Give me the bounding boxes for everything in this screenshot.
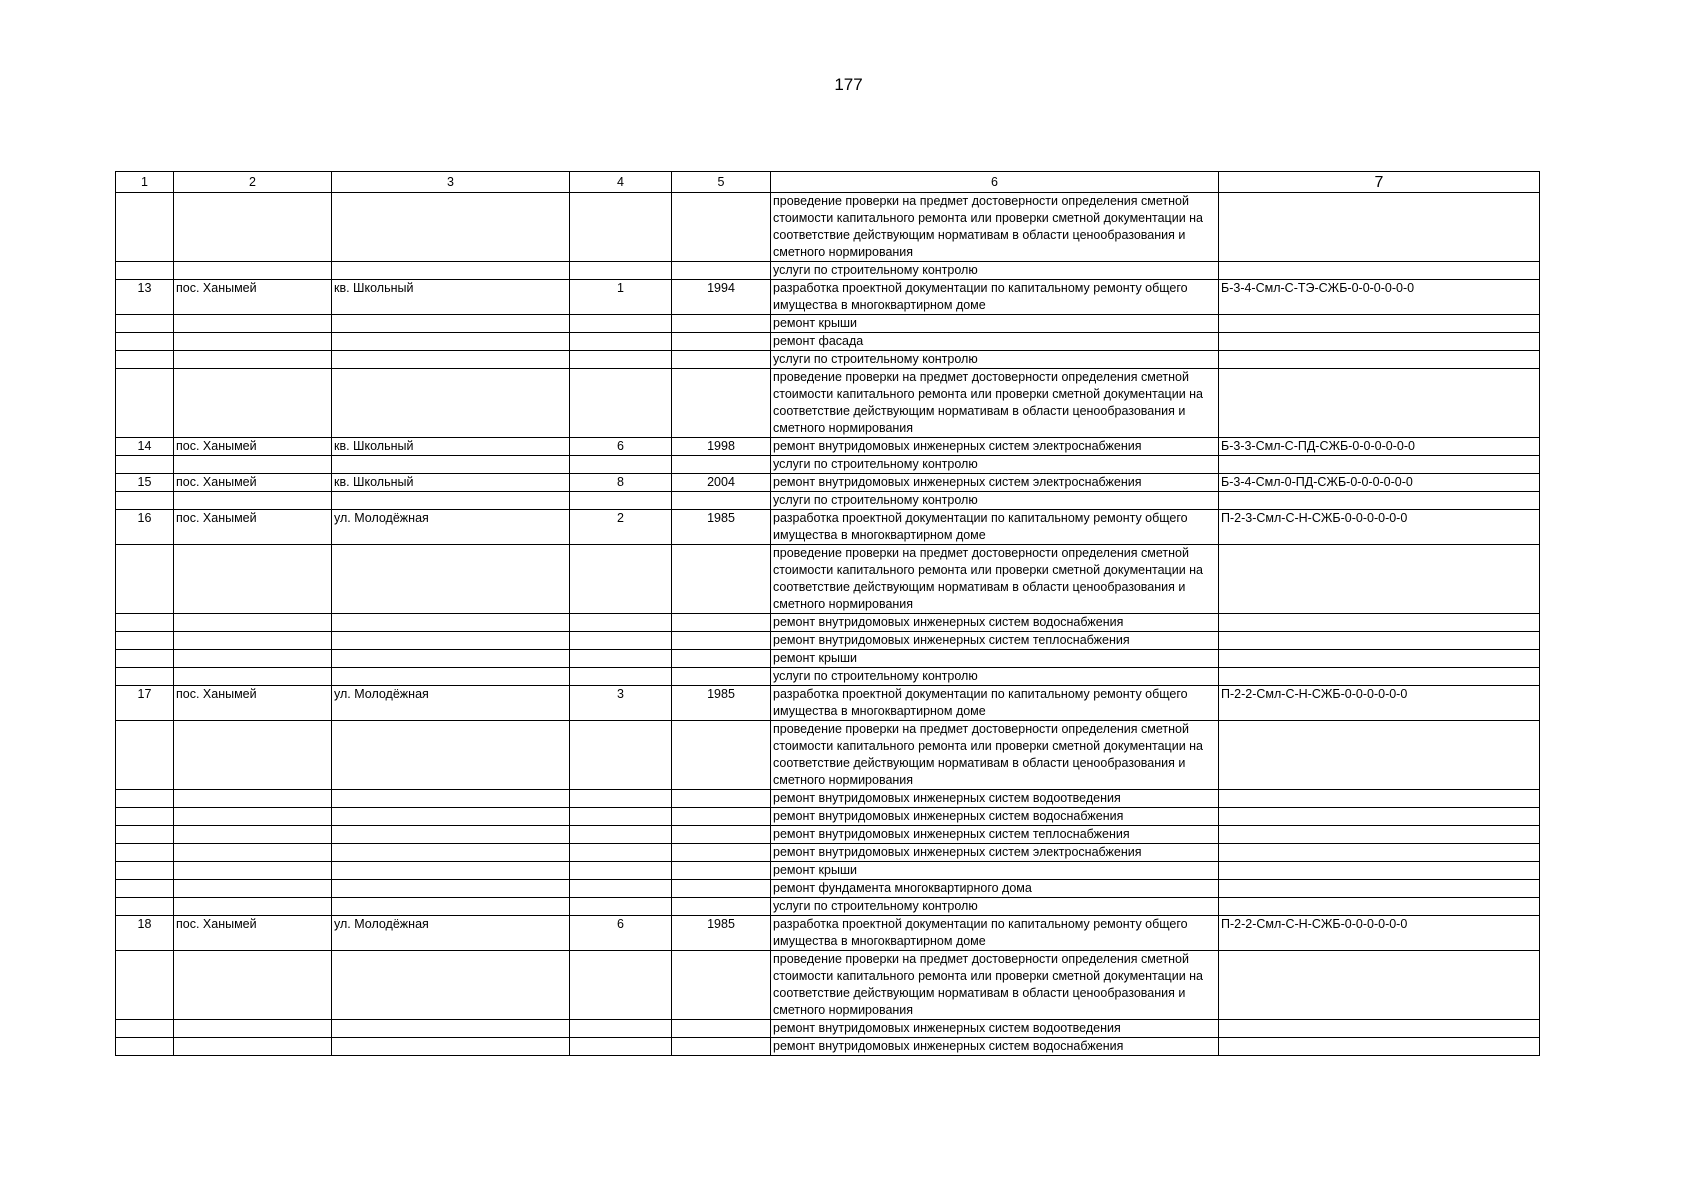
house-number-cell	[570, 614, 672, 632]
year-cell: 2004	[672, 474, 771, 492]
settlement-cell	[174, 808, 332, 826]
settlement-cell	[174, 844, 332, 862]
year-cell	[672, 650, 771, 668]
house-number-cell: 3	[570, 686, 672, 721]
year-cell	[672, 826, 771, 844]
street-cell	[332, 790, 570, 808]
settlement-cell	[174, 614, 332, 632]
table-body	[116, 193, 1540, 1056]
settlement-cell	[174, 632, 332, 650]
settlement-cell	[174, 1038, 332, 1056]
table-row	[116, 333, 1540, 351]
work-type-cell: проведение проверки на предмет достоверности определения сметной стоимости капитального ремонта или проверки сметной документации на соответствие действующим нормативам в области ценообразования и сметного нормирования	[771, 369, 1219, 438]
work-type-cell: ремонт крыши	[771, 650, 1219, 668]
table-row	[116, 474, 1540, 492]
year-cell	[672, 351, 771, 369]
table-row	[116, 369, 1540, 438]
settlement-cell	[174, 650, 332, 668]
table-row	[116, 862, 1540, 880]
house-code-cell	[1219, 262, 1540, 280]
row-number-cell	[116, 456, 174, 474]
street-cell	[332, 492, 570, 510]
row-number-cell	[116, 492, 174, 510]
row-number-cell	[116, 614, 174, 632]
settlement-cell	[174, 898, 332, 916]
row-number-cell	[116, 1020, 174, 1038]
work-type-cell: услуги по строительному контролю	[771, 262, 1219, 280]
settlement-cell	[174, 668, 332, 686]
street-cell	[332, 262, 570, 280]
row-number-cell	[116, 721, 174, 790]
settlement-cell	[174, 880, 332, 898]
year-cell: 1998	[672, 438, 771, 456]
work-type-cell: услуги по строительному контролю	[771, 668, 1219, 686]
house-code-cell	[1219, 492, 1540, 510]
house-code-cell	[1219, 456, 1540, 474]
settlement-cell: пос. Ханымей	[174, 280, 332, 315]
house-code-cell: Б-3-3-Смл-С-ПД-СЖБ-0-0-0-0-0-0	[1219, 438, 1540, 456]
street-cell	[332, 545, 570, 614]
house-number-cell	[570, 315, 672, 333]
row-number-cell: 18	[116, 916, 174, 951]
row-number-cell	[116, 880, 174, 898]
table-row	[116, 721, 1540, 790]
table-row	[116, 351, 1540, 369]
table-row	[116, 193, 1540, 262]
work-type-cell: разработка проектной документации по капитальному ремонту общего имущества в многоквартирном доме	[771, 686, 1219, 721]
row-number-cell	[116, 790, 174, 808]
street-cell	[332, 351, 570, 369]
column-header-4: 4	[570, 172, 672, 193]
settlement-cell	[174, 721, 332, 790]
table-row	[116, 545, 1540, 614]
work-type-cell: ремонт фасада	[771, 333, 1219, 351]
house-code-cell	[1219, 650, 1540, 668]
house-number-cell	[570, 333, 672, 351]
house-number-cell	[570, 193, 672, 262]
row-number-cell: 17	[116, 686, 174, 721]
street-cell	[332, 369, 570, 438]
row-number-cell	[116, 650, 174, 668]
street-cell	[332, 632, 570, 650]
house-code-cell	[1219, 614, 1540, 632]
work-type-cell: проведение проверки на предмет достоверности определения сметной стоимости капитального ремонта или проверки сметной документации на соответствие действующим нормативам в области ценообразования и сметного нормирования	[771, 545, 1219, 614]
year-cell	[672, 721, 771, 790]
house-number-cell: 6	[570, 916, 672, 951]
settlement-cell: пос. Ханымей	[174, 916, 332, 951]
settlement-cell: пос. Ханымей	[174, 438, 332, 456]
column-header-7: 7	[1219, 172, 1540, 193]
row-number-cell	[116, 545, 174, 614]
house-code-cell	[1219, 790, 1540, 808]
capital-repair-table	[115, 171, 1540, 1056]
year-cell	[672, 315, 771, 333]
house-number-cell: 2	[570, 510, 672, 545]
street-cell	[332, 1038, 570, 1056]
table-row	[116, 1038, 1540, 1056]
row-number-cell	[116, 1038, 174, 1056]
column-header-6: 6	[771, 172, 1219, 193]
work-type-cell: ремонт внутридомовых инженерных систем электроснабжения	[771, 474, 1219, 492]
house-number-cell: 1	[570, 280, 672, 315]
street-cell	[332, 808, 570, 826]
work-type-cell: ремонт внутридомовых инженерных систем водоотведения	[771, 1020, 1219, 1038]
street-cell	[332, 898, 570, 916]
row-number-cell	[116, 351, 174, 369]
work-type-cell: ремонт крыши	[771, 862, 1219, 880]
house-number-cell	[570, 369, 672, 438]
column-header-5: 5	[672, 172, 771, 193]
street-cell	[332, 193, 570, 262]
table-row	[116, 686, 1540, 721]
row-number-cell	[116, 632, 174, 650]
house-number-cell	[570, 1020, 672, 1038]
year-cell	[672, 1038, 771, 1056]
table-row	[116, 492, 1540, 510]
year-cell	[672, 790, 771, 808]
settlement-cell: пос. Ханымей	[174, 510, 332, 545]
work-type-cell: ремонт фундамента многоквартирного дома	[771, 880, 1219, 898]
house-code-cell: Б-3-4-Смл-С-ТЭ-СЖБ-0-0-0-0-0-0	[1219, 280, 1540, 315]
house-number-cell: 6	[570, 438, 672, 456]
row-number-cell: 15	[116, 474, 174, 492]
street-cell	[332, 315, 570, 333]
settlement-cell	[174, 1020, 332, 1038]
table-row	[116, 916, 1540, 951]
table-row	[116, 650, 1540, 668]
work-type-cell: разработка проектной документации по капитальному ремонту общего имущества в многоквартирном доме	[771, 916, 1219, 951]
row-number-cell	[116, 808, 174, 826]
row-number-cell	[116, 333, 174, 351]
house-number-cell	[570, 721, 672, 790]
house-code-cell	[1219, 369, 1540, 438]
settlement-cell	[174, 951, 332, 1020]
table-row	[116, 614, 1540, 632]
house-code-cell	[1219, 1038, 1540, 1056]
row-number-cell	[116, 369, 174, 438]
street-cell: ул. Молодёжная	[332, 916, 570, 951]
table-row	[116, 951, 1540, 1020]
street-cell	[332, 880, 570, 898]
row-number-cell	[116, 862, 174, 880]
row-number-cell: 14	[116, 438, 174, 456]
year-cell: 1994	[672, 280, 771, 315]
house-number-cell	[570, 880, 672, 898]
house-code-cell	[1219, 668, 1540, 686]
column-header-3: 3	[332, 172, 570, 193]
year-cell	[672, 1020, 771, 1038]
work-type-cell: проведение проверки на предмет достоверности определения сметной стоимости капитального ремонта или проверки сметной документации на соответствие действующим нормативам в области ценообразования и сметного нормирования	[771, 951, 1219, 1020]
house-code-cell	[1219, 545, 1540, 614]
row-number-cell	[116, 826, 174, 844]
work-type-cell: услуги по строительному контролю	[771, 456, 1219, 474]
row-number-cell	[116, 951, 174, 1020]
year-cell	[672, 862, 771, 880]
table-row	[116, 808, 1540, 826]
house-code-cell	[1219, 898, 1540, 916]
page-number: 177	[834, 75, 863, 94]
house-code-cell: П-2-2-Смл-С-Н-СЖБ-0-0-0-0-0-0	[1219, 916, 1540, 951]
house-code-cell	[1219, 880, 1540, 898]
house-code-cell	[1219, 193, 1540, 262]
house-number-cell	[570, 650, 672, 668]
house-code-cell: П-2-3-Смл-С-Н-СЖБ-0-0-0-0-0-0	[1219, 510, 1540, 545]
table-row	[116, 438, 1540, 456]
work-type-cell: разработка проектной документации по капитальному ремонту общего имущества в многоквартирном доме	[771, 280, 1219, 315]
house-code-cell: Б-3-4-Смл-0-ПД-СЖБ-0-0-0-0-0-0	[1219, 474, 1540, 492]
settlement-cell	[174, 315, 332, 333]
work-type-cell: услуги по строительному контролю	[771, 898, 1219, 916]
settlement-cell: пос. Ханымей	[174, 686, 332, 721]
house-number-cell: 8	[570, 474, 672, 492]
row-number-cell: 16	[116, 510, 174, 545]
house-number-cell	[570, 545, 672, 614]
street-cell	[332, 456, 570, 474]
house-number-cell	[570, 898, 672, 916]
table-row	[116, 510, 1540, 545]
house-number-cell	[570, 844, 672, 862]
house-number-cell	[570, 351, 672, 369]
street-cell	[332, 668, 570, 686]
column-header-2: 2	[174, 172, 332, 193]
street-cell	[332, 862, 570, 880]
house-number-cell	[570, 668, 672, 686]
settlement-cell	[174, 262, 332, 280]
year-cell	[672, 844, 771, 862]
row-number-cell	[116, 315, 174, 333]
house-number-cell	[570, 456, 672, 474]
house-number-cell	[570, 492, 672, 510]
house-number-cell	[570, 826, 672, 844]
table-row	[116, 280, 1540, 315]
work-type-cell: ремонт внутридомовых инженерных систем водоснабжения	[771, 808, 1219, 826]
house-code-cell	[1219, 632, 1540, 650]
work-type-cell: услуги по строительному контролю	[771, 351, 1219, 369]
table-row	[116, 826, 1540, 844]
settlement-cell	[174, 492, 332, 510]
row-number-cell	[116, 193, 174, 262]
street-cell: кв. Школьный	[332, 280, 570, 315]
work-type-cell: проведение проверки на предмет достоверности определения сметной стоимости капитального ремонта или проверки сметной документации на соответствие действующим нормативам в области ценообразования и сметного нормирования	[771, 721, 1219, 790]
table-row	[116, 262, 1540, 280]
year-cell: 1985	[672, 686, 771, 721]
settlement-cell	[174, 351, 332, 369]
work-type-cell: услуги по строительному контролю	[771, 492, 1219, 510]
street-cell: ул. Молодёжная	[332, 510, 570, 545]
year-cell	[672, 951, 771, 1020]
house-number-cell	[570, 808, 672, 826]
work-type-cell: ремонт внутридомовых инженерных систем водоснабжения	[771, 614, 1219, 632]
work-type-cell: ремонт внутридомовых инженерных систем теплоснабжения	[771, 632, 1219, 650]
row-number-cell	[116, 898, 174, 916]
row-number-cell	[116, 668, 174, 686]
table-row	[116, 456, 1540, 474]
year-cell	[672, 456, 771, 474]
house-code-cell	[1219, 351, 1540, 369]
house-code-cell	[1219, 826, 1540, 844]
work-type-cell: ремонт крыши	[771, 315, 1219, 333]
house-number-cell	[570, 790, 672, 808]
header-row	[116, 172, 1540, 193]
settlement-cell	[174, 790, 332, 808]
work-type-cell: ремонт внутридомовых инженерных систем водоснабжения	[771, 1038, 1219, 1056]
table-row	[116, 315, 1540, 333]
table-row	[116, 844, 1540, 862]
house-code-cell	[1219, 951, 1540, 1020]
house-number-cell	[570, 632, 672, 650]
house-code-cell	[1219, 1020, 1540, 1038]
year-cell: 1985	[672, 510, 771, 545]
table-row	[116, 1020, 1540, 1038]
table-row	[116, 668, 1540, 686]
house-code-cell: П-2-2-Смл-С-Н-СЖБ-0-0-0-0-0-0	[1219, 686, 1540, 721]
street-cell	[332, 951, 570, 1020]
year-cell	[672, 614, 771, 632]
table-row	[116, 880, 1540, 898]
street-cell: кв. Школьный	[332, 474, 570, 492]
settlement-cell	[174, 862, 332, 880]
street-cell	[332, 721, 570, 790]
settlement-cell	[174, 456, 332, 474]
table-row	[116, 790, 1540, 808]
house-code-cell	[1219, 862, 1540, 880]
year-cell	[672, 668, 771, 686]
house-code-cell	[1219, 808, 1540, 826]
settlement-cell	[174, 333, 332, 351]
year-cell	[672, 808, 771, 826]
street-cell	[332, 614, 570, 632]
house-number-cell	[570, 262, 672, 280]
house-number-cell	[570, 862, 672, 880]
year-cell	[672, 262, 771, 280]
settlement-cell: пос. Ханымей	[174, 474, 332, 492]
house-code-cell	[1219, 333, 1540, 351]
house-code-cell	[1219, 315, 1540, 333]
settlement-cell	[174, 193, 332, 262]
house-number-cell	[570, 951, 672, 1020]
street-cell	[332, 650, 570, 668]
house-code-cell	[1219, 844, 1540, 862]
settlement-cell	[174, 826, 332, 844]
work-type-cell: разработка проектной документации по капитальному ремонту общего имущества в многоквартирном доме	[771, 510, 1219, 545]
year-cell	[672, 880, 771, 898]
year-cell	[672, 333, 771, 351]
work-type-cell: ремонт внутридомовых инженерных систем водоотведения	[771, 790, 1219, 808]
year-cell	[672, 898, 771, 916]
street-cell: ул. Молодёжная	[332, 686, 570, 721]
row-number-cell	[116, 262, 174, 280]
work-type-cell: проведение проверки на предмет достоверности определения сметной стоимости капитального ремонта или проверки сметной документации на соответствие действующим нормативам в области ценообразования и сметного нормирования	[771, 193, 1219, 262]
street-cell	[332, 844, 570, 862]
year-cell: 1985	[672, 916, 771, 951]
street-cell	[332, 826, 570, 844]
street-cell	[332, 333, 570, 351]
year-cell	[672, 369, 771, 438]
house-number-cell	[570, 1038, 672, 1056]
table-row	[116, 898, 1540, 916]
work-type-cell: ремонт внутридомовых инженерных систем электроснабжения	[771, 844, 1219, 862]
year-cell	[672, 632, 771, 650]
year-cell	[672, 492, 771, 510]
settlement-cell	[174, 545, 332, 614]
column-header-1: 1	[116, 172, 174, 193]
work-type-cell: ремонт внутридомовых инженерных систем электроснабжения	[771, 438, 1219, 456]
year-cell	[672, 545, 771, 614]
table-row	[116, 632, 1540, 650]
street-cell: кв. Школьный	[332, 438, 570, 456]
row-number-cell	[116, 844, 174, 862]
settlement-cell	[174, 369, 332, 438]
house-code-cell	[1219, 721, 1540, 790]
work-type-cell: ремонт внутридомовых инженерных систем теплоснабжения	[771, 826, 1219, 844]
year-cell	[672, 193, 771, 262]
row-number-cell: 13	[116, 280, 174, 315]
street-cell	[332, 1020, 570, 1038]
